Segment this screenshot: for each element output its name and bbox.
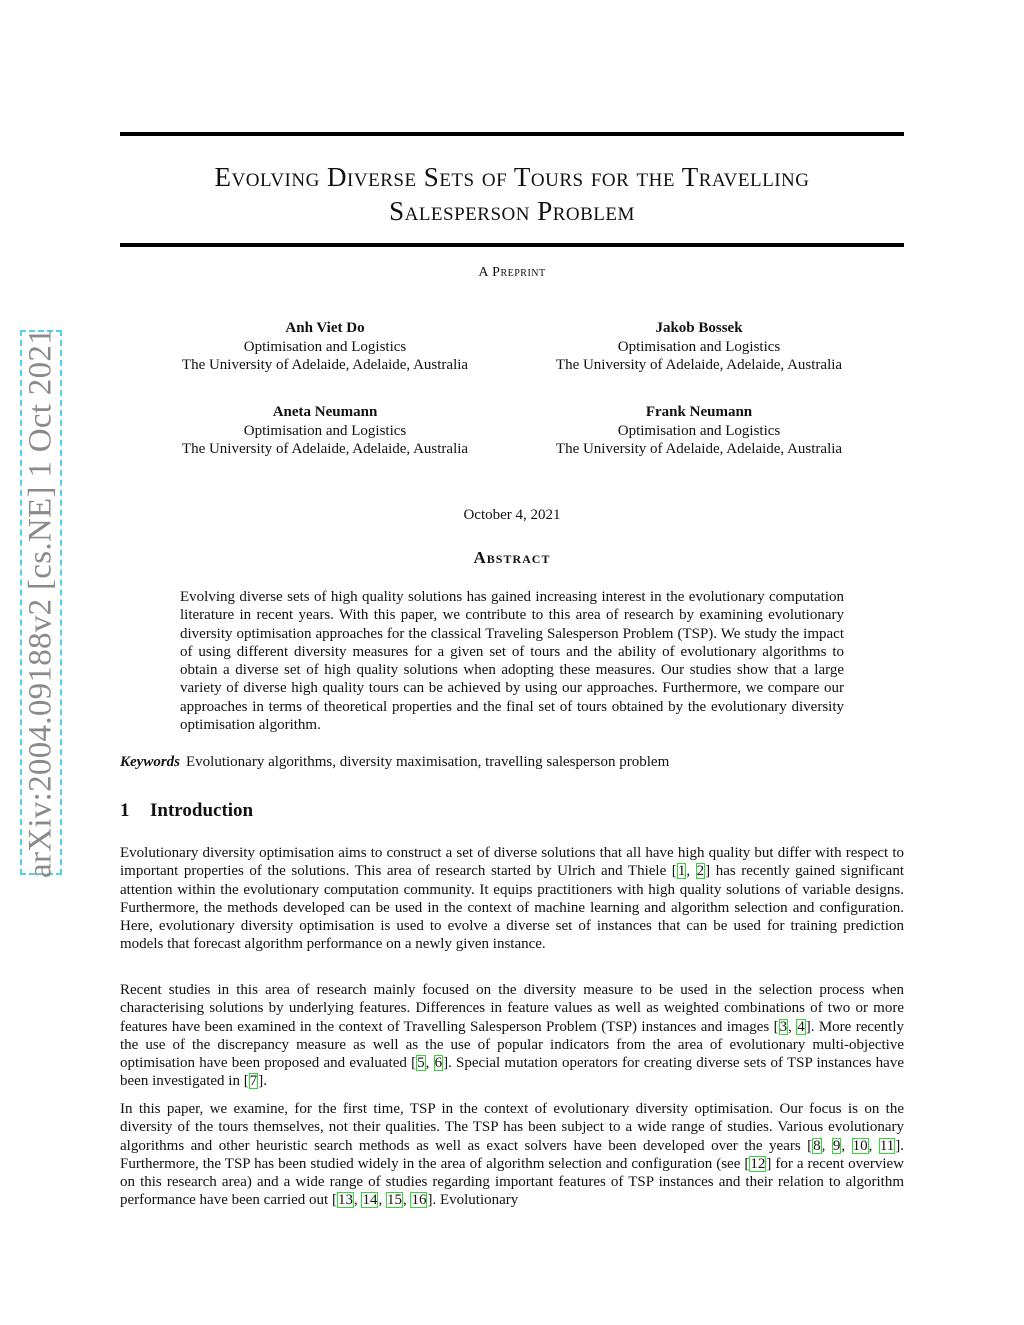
paper-title [120,160,904,228]
paragraph-text: ]. Evolutionary [427,1192,519,1209]
author-affiliation: The University of Adelaide, Adelaide, Australia [555,441,843,457]
citation-link[interactable]: 4 [797,1018,805,1035]
author-affiliation: The University of Adelaide, Adelaide, Australia [555,357,843,373]
author-affiliation: The University of Adelaide, Adelaide, Australia [181,357,469,373]
citation-link[interactable]: 13 [337,1192,353,1209]
author-block [135,319,515,375]
paper-title-line1: Evolving Diverse Sets of Tours for the Travelling [214,162,810,192]
paragraph-text: ]. Furthermore, the TSP has been studied widely in the area of algorithm selection and configuration (see [ [120,1137,905,1172]
citation-link[interactable]: 3 [779,1018,788,1035]
arxiv-stamp[interactable] [20,327,62,878]
author-block [509,403,889,459]
keywords-text: Evolutionary algorithms, diversity maximisation, travelling salesperson problem [186,754,670,770]
citation-link[interactable]: 1 [677,863,686,880]
author-name: Frank Neumann [645,404,753,420]
paragraph-text: Evolutionary diversity optimisation aims to construct a set of diverse solutions that all have high quality but differ with respect to important properties of the solutions. This area of research started by Ulrich and Thiele [ [120,845,904,880]
citation-link[interactable]: 14 [362,1192,378,1209]
citation-link[interactable]: 11 [879,1137,895,1154]
author-name: Jakob Bossek [655,320,743,336]
citation-link[interactable]: 16 [411,1192,427,1209]
abstract-text: Evolving diverse sets of high quality solutions has gained increasing interest in the evolutionary computation literature in recent years. With this paper, we contribute to this area of research by examining evolutionary diversity optimisation approaches for the classical Traveling Salesperson Problem (TSP). We study the impact of using different diversity measures for a given set of tours and the ability of evolutionary algorithms to obtain a diverse set of high quality solutions when adopting these measures. Our studies show that a large variety of diverse high quality tours can be achieved by using our approaches. Furthermore, we compare our approaches in terms of theoretical properties and the final set of tours obtained by the evolutionary diversity optimisation algorithm. [180,589,844,734]
author-dept: Optimisation and Logistics [243,422,407,439]
author-block [135,403,515,459]
title-rule-top [120,132,904,136]
author-affiliation: The University of Adelaide, Adelaide, Australia [181,441,469,457]
citation-link[interactable]: 12 [750,1155,766,1172]
paragraph-text: ] for a recent overview on this research area) and a wide range of studies regarding important features of TSP instances and their relation to algorithm performance have been carried out [ [120,1155,904,1209]
author-dept: Optimisation and Logistics [617,338,781,355]
title-rule-bottom [120,243,904,247]
paragraph: Recent studies in this area of research mainly focused on the diversity measure to be used in the selection process when characterising solutions by underlying features. Differences in feature values as well as weighted combinations of two or more features have been examined in the context of Travelling Salesperson Problem (TSP) instances and images [3, 4]. More recently the use of the discrepancy measure as well as the use of popular indicators from the area of evolutionary multi-objective optimisation have been proposed and evaluated [5, 6]. Special mutation operators for creating diverse sets of TSP instances have been investigated in [7]. [120,982,904,1090]
section-heading [120,800,253,822]
preprint-label: A Preprint [478,265,546,280]
paper-title-line2: Salesperson Problem [389,196,635,226]
keywords [120,754,904,771]
paragraph-text: Recent studies in this area of research mainly focused on the diversity measure to be used in the selection process when characterising solutions by underlying features. Differences in feature values as well as weighted combinations of two or more features have been examined in the context of Travelling Salesperson Problem (TSP) instances and images [ [120,982,904,1035]
paragraph-text: In this paper, we examine, for the first time, TSP in the context of evolutionary diversity optimisation. Our focus is on the diversity of the tours themselves, not their qualities. The TSP has been subject to a wide range of studies. Various evolutionary algorithms and other heuristic search methods as well as exact solvers have been developed over the years [ [120,1101,904,1154]
citation-link[interactable]: 8 [813,1137,821,1154]
section-number: 1 [120,800,130,821]
paragraph-text: ]. Special mutation operators for creating diverse sets of TSP instances have been investigated in [ [120,1055,904,1090]
paragraph-text: ] has recently gained significant attention within the evolutionary computation community. It equips practitioners with high quality solutions of variable designs. Furthermore, the methods developed can be used in the context of machine learning and algorithm selection and configuration. Here, evolutionary diversity optimisation is used to evolve a diverse set of instances that can be used for training prediction models that forecast algorithm performance on a newly given instance. [120,863,905,953]
citation-link[interactable]: 7 [249,1073,258,1090]
citation-link[interactable]: 2 [696,863,705,880]
citation-link[interactable]: 9 [832,1137,841,1154]
keywords-label: Keywords [120,754,180,770]
paragraph: Evolutionary diversity optimisation aims to construct a set of diverse solutions that all have high quality but differ with respect to important properties of the solutions. This area of research started by Ulrich and Thiele [1, 2] has recently gained significant attention within the evolutionary computation community. It equips practitioners with high quality solutions of variable designs. Furthermore, the methods developed can be used in the context of machine learning and algorithm selection and configuration. Here, evolutionary diversity optimisation is used to evolve a diverse set of instances that can be used for training prediction models that forecast algorithm performance on a newly given instance. [120,845,905,953]
citation-link[interactable]: 5 [417,1055,425,1072]
citation-link[interactable]: 6 [434,1055,443,1072]
paragraph-text: ]. [258,1073,267,1090]
abstract-heading: Abstract [473,548,551,567]
paragraph-text: ]. More recently the use of the discrepancy measure as well as the use of popular indicators from the area of evolutionary multi-objective optimisation have been proposed and evaluated [ [120,1018,904,1072]
author-name: Aneta Neumann [272,404,378,420]
publication-date: October 4, 2021 [463,507,561,523]
paragraph: In this paper, we examine, for the first time, TSP in the context of evolutionary diversity optimisation. Our focus is on the diversity of the tours themselves, not their qualities. The TSP has been subject to a wide range of studies. Various evolutionary algorithms and other heuristic search methods as well as exact solvers have been developed over the years [8, 9, 10, 11]. Furthermore, the TSP has been studied widely in the area of algorithm selection and configuration (see [12] for a recent overview on this research area) and a wide range of studies regarding important features of TSP instances and their relation to algorithm performance have been carried out [13, 14, 15, 16]. Evolutionary [120,1101,905,1209]
arxiv-id: arXiv:2004.09188v2 [cs.NE] 1 Oct 2021 [22,327,59,878]
section-title: Introduction [150,800,254,821]
author-block [509,319,889,375]
citation-link[interactable]: 15 [386,1192,402,1209]
author-dept: Optimisation and Logistics [617,422,781,439]
author-name: Anh Viet Do [285,320,365,336]
author-dept: Optimisation and Logistics [243,338,407,355]
citation-link[interactable]: 10 [852,1137,868,1154]
